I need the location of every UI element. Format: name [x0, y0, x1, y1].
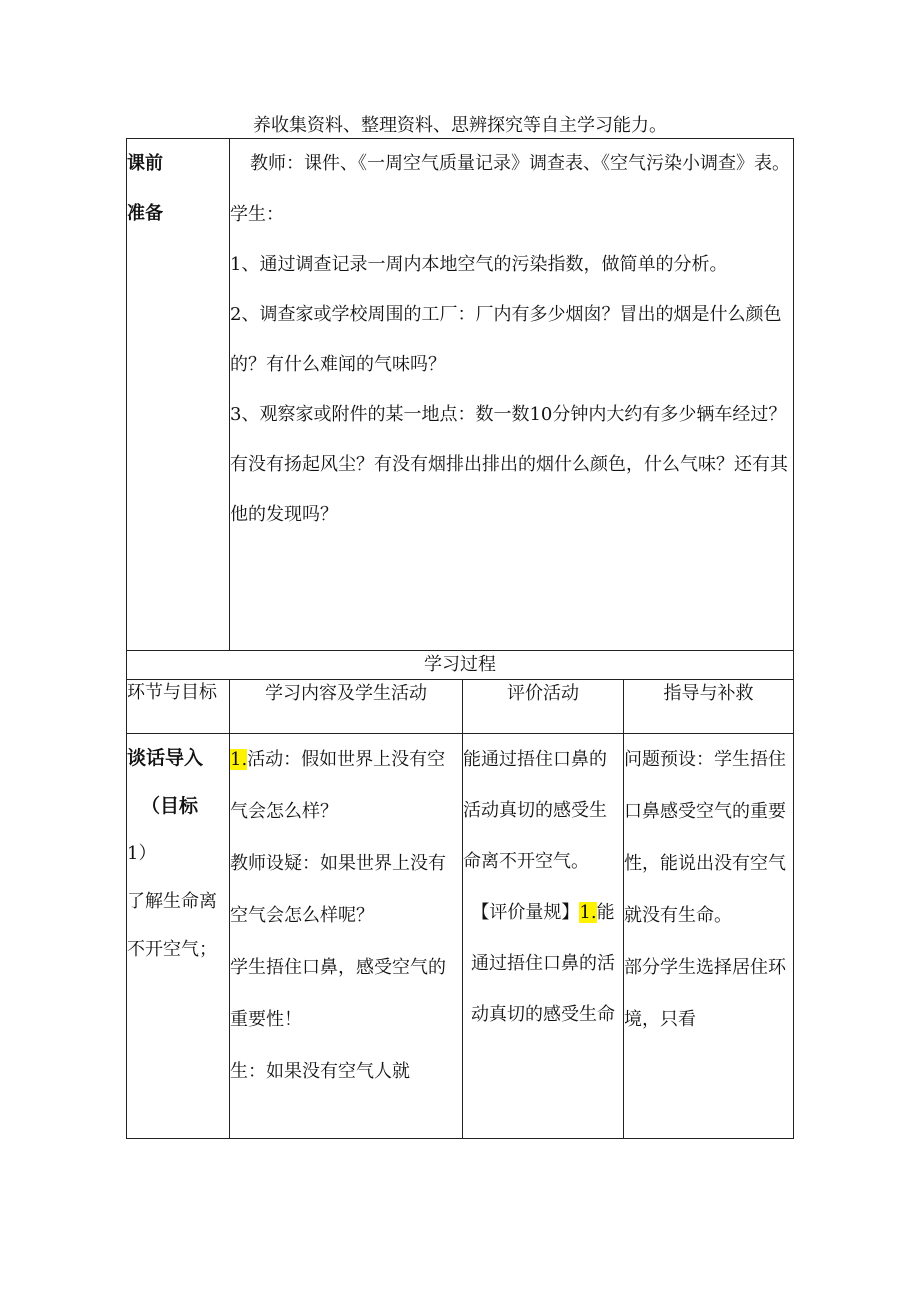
stage-target-1: （目标	[141, 795, 199, 817]
rubric-number: 1.	[579, 902, 597, 923]
prep-row	[127, 139, 794, 651]
student-task-3: 3、观察家或附件的某一地点：数一数10分钟内大约有多少辆车经过？有没有扬起风尘？有没有烟排出排出的烟什么颜色，什么气味？还有其他的发现吗？	[230, 404, 788, 525]
content-cell	[230, 734, 463, 1139]
prep-label-cell	[127, 139, 230, 651]
lesson-plan-table	[126, 138, 794, 1139]
rubric-text: 能通过捂住口鼻的活动真切的感受生命	[471, 902, 615, 1025]
evaluation-text: 能通过捂住口鼻的活动真切的感受生命离不开空气。	[463, 749, 607, 872]
rubric-line	[463, 887, 623, 1040]
header-row	[127, 680, 794, 734]
header-evaluation: 评价活动	[463, 680, 624, 734]
evaluation-cell	[463, 734, 624, 1139]
guidance-text-1: 问题预设：学生捂住口鼻感受空气的重要性，能说出没有空气就没有生命。	[624, 749, 786, 926]
guidance-text-2: 部分学生选择居住环境，只看	[624, 957, 786, 1030]
guidance-cell	[624, 734, 794, 1139]
prep-label-line-2: 准备	[127, 203, 163, 224]
activity-text: 活动：假如世界上没有空气会怎么样？	[230, 749, 446, 822]
rubric-label: 【评价量规】	[471, 902, 580, 923]
activity-number: 1.	[230, 749, 248, 770]
student-reply: 生：如果没有空气人就	[230, 1061, 410, 1082]
teacher-materials: 教师：课件、《一周空气质量记录》调查表、《空气污染小调查》表。	[250, 153, 790, 174]
teacher-question: 教师设疑：如果世界上没有空气会怎么样呢？	[230, 853, 446, 926]
intro-row	[127, 734, 794, 1139]
activity-line	[230, 734, 462, 838]
process-title-row	[127, 651, 794, 680]
header-guidance: 指导与补救	[624, 680, 794, 734]
continued-text-line: 养收集资料、整理资料、思辨探究等自主学习能力。	[253, 115, 667, 136]
stage-target-2: 1）	[127, 843, 157, 864]
student-task-1: 1、通过调查记录一周内本地空气的污染指数，做简单的分析。	[230, 254, 728, 275]
student-heading: 学生：	[230, 204, 284, 225]
student-action: 学生捂住口鼻，感受空气的重要性！	[230, 957, 446, 1030]
prep-content-cell	[230, 139, 794, 651]
header-stage-goal: 环节与目标	[127, 680, 230, 734]
student-task-2: 2、调查家或学校周围的工厂：厂内有多少烟囱？冒出的烟是什么颜色的？有什么难闻的气味吗？	[230, 304, 782, 375]
stage-title: 谈话导入	[127, 747, 204, 769]
stage-desc: 了解生命离不开空气；	[127, 891, 217, 960]
process-title: 学习过程	[127, 651, 794, 680]
prep-label-line-1: 课前	[127, 153, 163, 174]
stage-goal-cell	[127, 734, 230, 1139]
header-content: 学习内容及学生活动	[230, 680, 463, 734]
